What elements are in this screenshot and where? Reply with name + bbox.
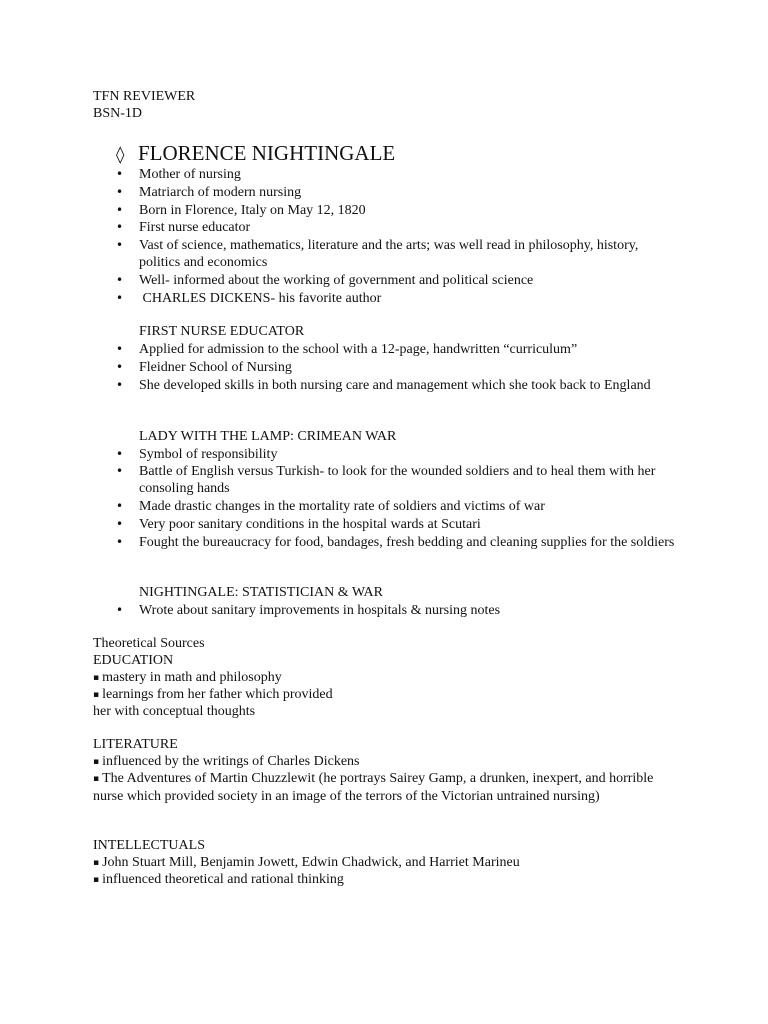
bullet-icon: •	[116, 220, 124, 234]
bullet-icon: •	[116, 203, 124, 217]
literature-heading: LITERATURE	[93, 737, 178, 752]
list-item: • Well- informed about the working of government and political science	[116, 273, 534, 288]
intellectuals-heading: INTELLECTUALS	[93, 838, 205, 853]
diamond-icon: ◊	[116, 145, 125, 165]
bullet-icon: •	[116, 342, 124, 356]
list-item: ▪ influenced theoretical and rational thinking	[93, 872, 344, 887]
square-bullet-icon: ▪	[93, 673, 100, 683]
section-heading: NIGHTINGALE: STATISTICIAN & WAR	[139, 585, 383, 600]
header-class: BSN-1D	[93, 106, 143, 121]
bullet-icon: •	[116, 499, 124, 513]
list-item: • Fought the bureaucracy for food, bandages, fresh bedding and cleaning supplies for the soldiers	[116, 535, 675, 550]
bullet-icon: •	[116, 238, 124, 252]
bullet-icon: •	[116, 378, 124, 392]
bullet-icon: •	[116, 185, 124, 199]
bullet-icon: •	[116, 273, 124, 287]
list-item: • Applied for admission to the school with a 12-page, handwritten “curriculum”	[116, 342, 578, 357]
education-continuation: her with conceptual thoughts	[93, 704, 256, 719]
list-item: • Vast of science, mathematics, literature and the arts; was well read in philosophy, history, politics and economics	[116, 238, 639, 270]
section-heading: LADY WITH THE LAMP: CRIMEAN WAR	[139, 429, 397, 444]
list-item: • Battle of English versus Turkish- to look for the wounded soldiers and to heal them with her consoling hands	[116, 464, 656, 496]
list-item: • CHARLES DICKENS- his favorite author	[116, 291, 382, 306]
education-heading: EDUCATION	[93, 653, 174, 668]
list-item: • Very poor sanitary conditions in the hospital wards at Scutari	[116, 517, 481, 532]
header-title: TFN REVIEWER	[93, 89, 196, 104]
square-bullet-icon: ▪	[93, 858, 100, 868]
bullet-icon: •	[116, 360, 124, 374]
main-heading	[116, 140, 395, 168]
list-item: • Mother of nursing	[116, 167, 241, 182]
list-item: • Matriarch of modern nursing	[116, 185, 302, 200]
square-bullet-icon: ▪	[93, 875, 100, 885]
square-bullet-icon: ▪	[93, 774, 100, 784]
list-item: • Made drastic changes in the mortality rate of soldiers and victims of war	[116, 499, 545, 514]
list-item: ▪ The Adventures of Martin Chuzzlewit (he portrays Sairey Gamp, a drunken, inexpert, and horrible nurse which provided society in an image of the terrors of the Victorian untrained nursing)	[93, 771, 654, 804]
theoretical-title: Theoretical Sources	[93, 636, 205, 651]
list-item: • Born in Florence, Italy on May 12, 1820	[116, 203, 366, 218]
bullet-icon: •	[116, 603, 124, 617]
square-bullet-icon: ▪	[93, 757, 100, 767]
list-item: • Symbol of responsibility	[116, 447, 278, 462]
bullet-icon: •	[116, 535, 124, 549]
bullet-icon: •	[116, 464, 124, 478]
section-heading: FIRST NURSE EDUCATOR	[139, 324, 305, 339]
bullet-icon: •	[116, 291, 124, 305]
list-item: ▪ mastery in math and philosophy	[93, 670, 282, 685]
list-item: ▪ John Stuart Mill, Benjamin Jowett, Edwin Chadwick, and Harriet Marineu	[93, 855, 520, 870]
list-item: ▪ learnings from her father which provided	[93, 687, 333, 702]
list-item: • First nurse educator	[116, 220, 251, 235]
bullet-icon: •	[116, 167, 124, 181]
bullet-icon: •	[116, 517, 124, 531]
bullet-icon: •	[116, 447, 124, 461]
list-item: • Fleidner School of Nursing	[116, 360, 292, 375]
list-item: • Wrote about sanitary improvements in hospitals & nursing notes	[116, 603, 501, 618]
main-heading-text: FLORENCE NIGHTINGALE	[138, 141, 396, 165]
list-item: ▪ influenced by the writings of Charles Dickens	[93, 754, 360, 769]
square-bullet-icon: ▪	[93, 690, 100, 700]
list-item: • She developed skills in both nursing care and management which she took back to England	[116, 378, 651, 393]
